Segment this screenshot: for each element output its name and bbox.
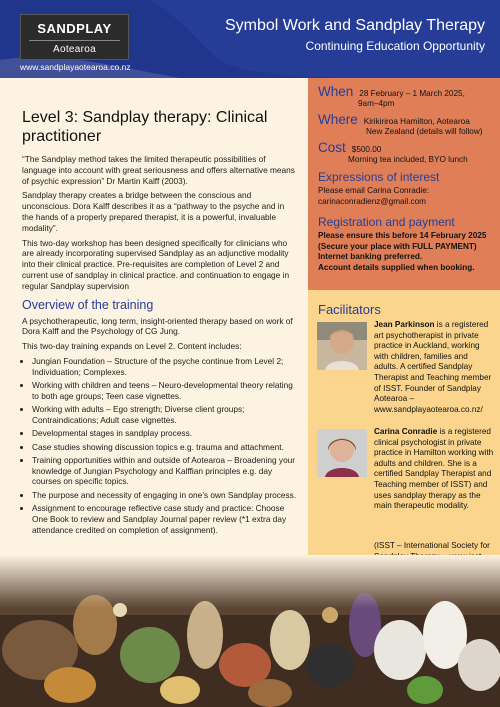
intro-paragraph-2: Sandplay therapy creates a bridge between the conscious and unconscious. Dora Kalff describes it as a “pathway to the psyche and in the hands of a properly prepared therapist, it is a powerful, invaluable modality”. [22, 190, 285, 233]
jean-bio [374, 320, 494, 415]
overview-heading: Overview of the training [22, 297, 154, 312]
list-item: • Assignment to encourage reflective case study and practice: Choose One Book to review and Sandplay Journal paper review (*1 extra day attendance credited on completion of assignment). [32, 503, 298, 535]
logo-bottom-text: Aotearoa [53, 44, 96, 55]
isst-note: (ISST – International Society for [374, 541, 490, 550]
course-heading: Level 3: Sandplay therapy: Clinical practitioner [22, 109, 268, 145]
registration-account: Account details supplied when booking. [318, 262, 475, 272]
sandplay-logo [20, 14, 129, 60]
cost-note: Morning tea included, BYO lunch [348, 155, 468, 164]
list-item: • Case studies showing discussion topics e.g. trauma and attachment. [32, 442, 298, 453]
overview-paragraph-2: This two-day training expands on Level 2. Content includes: [22, 341, 242, 352]
list-item: • Jungian Foundation – Structure of the psyche continue from Level 2; Individuation; Complexes. [32, 356, 298, 378]
list-item: • Developmental stages in sandplay process. [32, 428, 298, 439]
registration-deadline: Please ensure this before 14 February 2025 [318, 231, 487, 240]
jean-name: Jean Parkinson [374, 320, 435, 329]
jean-bio-text: is a registered art psychotherapist in private practice in Auckland, working with children, families and adults. A certified Sandplay Therapist and Teaching member of ISST. Founder of Sandplay Aotearoa – www.sandplayaotearoa.co.nz/ [374, 320, 492, 414]
list-item: • Working with adults – Ego strength; Diverse client groups; Contraindications; Adult case vignettes. [32, 404, 298, 426]
where-place: Kirikiriroa Hamilton, Aotearoa [363, 117, 470, 126]
logo-top-text: SANDPLAY [37, 21, 112, 36]
event-details-panel [308, 78, 500, 290]
facilitators-heading: Facilitators [318, 302, 381, 317]
when-date: 28 February – 1 March 2025, [359, 89, 465, 98]
when-label: When [318, 84, 354, 99]
header-banner [0, 0, 500, 78]
cost-label: Cost [318, 140, 346, 155]
where-label: Where [318, 112, 358, 127]
content-list [22, 356, 298, 535]
facilitators-panel [308, 290, 500, 590]
overview-paragraph-1: A psychotherapeutic, long term, insight-oriented therapy based on work of Dora Kalff and the Psychology of CG Jung. [22, 315, 293, 337]
carina-bio-text: is a registered clinical psychologist in private practice in Hamilton working with adults and children. She is a certified Sandplay Therapist and Teaching member of ISST) and uses sandplay therapy as the main therapeutic modality. [374, 427, 494, 511]
list-item: • Training opportunities within and outside of Aotearoa – Broadening your knowledge of Jungian Psychology and Kalffian principles e.g. day courses on specific topics. [32, 455, 298, 487]
registration-payment-note: (Secure your place with FULL PAYMENT) [318, 241, 477, 251]
intro-paragraph-1: “The Sandplay method takes the limited therapeutic possibilities of language into account with great seriousness and offers alternative means of psychic expression” Dr Martin Kalff (2003). [22, 154, 295, 186]
list-item: • Working with children and teens – Neuro-developmental theory relating to both age groups; Teen case vignettes. [32, 380, 298, 402]
intro-paragraph-3: This two-day workshop has been designed specifically for clinicians who are already incorporating supervised Sandplay as an adjunctive modality into their clinical practice. Pre-requisites are completion of Level 2 and current use of sandplay in clinical practice. and continuation to engage in regular Sandplay supervision [22, 237, 290, 291]
contact-email[interactable]: carinaconradienz@gmail.com [318, 196, 426, 206]
page-title: Symbol Work and Sandplay Therapy [225, 17, 485, 34]
logo-divider [29, 40, 120, 41]
registration-heading: Registration and payment [318, 215, 455, 229]
list-item: • The purpose and necessity of engaging in one’s own Sandplay process. [32, 490, 298, 501]
sandplay-figures-photo [0, 555, 500, 707]
carina-bio [374, 427, 494, 512]
where-country: New Zealand (details will follow) [366, 127, 483, 136]
interest-text: Please email Carina Conradie: [318, 186, 430, 195]
page-subtitle: Continuing Education Opportunity [305, 39, 485, 53]
carina-name: Carina Conradie [374, 427, 438, 436]
cost-value: $500.00 [351, 145, 382, 154]
main-content [22, 108, 298, 538]
when-time: 9am–4pm [358, 99, 395, 108]
registration-banking: Internet banking preferred. [318, 252, 423, 261]
interest-heading: Expressions of interest [318, 170, 440, 184]
website-link[interactable]: www.sandplayaotearoa.co.nz [20, 62, 131, 72]
